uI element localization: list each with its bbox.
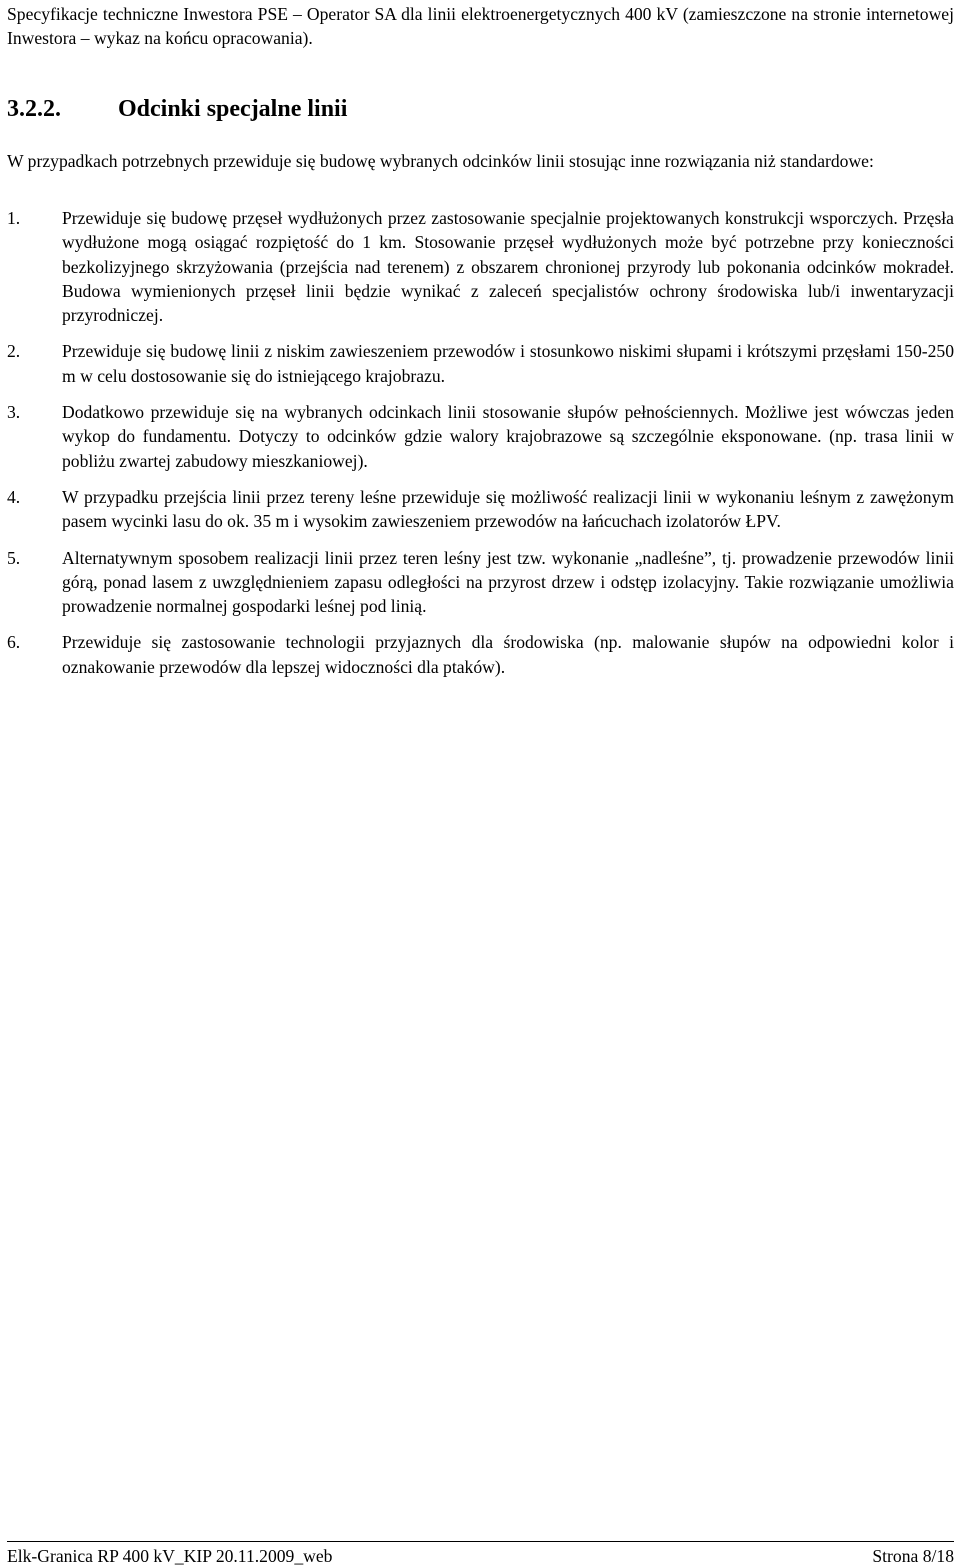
list-item-number: 1.: [7, 208, 21, 228]
footer-document-id: Elk-Granica RP 400 kV_KIP 20.11.2009_web: [7, 1546, 333, 1566]
lead-paragraph: W przypadkach potrzebnych przewiduje się budowę wybranych odcinków linii stosując inne rozwiązania niż standardowe:: [7, 151, 874, 171]
section-heading: [7, 92, 954, 126]
intro-paragraph: Specyfikacje techniczne Inwestora PSE – Operator SA dla linii elektroenergetycznych 400 kV (zamieszczone na stronie internetowej Inwestora – wykaz na końcu opracowania).: [7, 4, 954, 48]
list-item-6: [7, 630, 954, 679]
list-item-3: [7, 400, 954, 473]
list-item-text: Alternatywnym sposobem realizacji linii przez teren leśny jest tzw. wykonanie „nadleśne”, tj. prowadzenie przewodów linii górą, ponad lasem z uwzględnieniem zapasu odległości na przyrost drzew i odstęp izolacyjny. Takie rozwiązanie umożliwia prowadzenie normalnej gospodarki leśnej pod linią.: [62, 547, 954, 617]
list-item-number: 2.: [7, 341, 21, 362]
list-item-4: [7, 485, 954, 534]
document-page: [7, 0, 954, 1567]
footer-page-number: Strona 8/18: [872, 1546, 954, 1566]
section-number: 3.2.2.: [7, 96, 61, 122]
list-item-number: 6.: [7, 632, 21, 653]
list-item-1: [7, 206, 954, 327]
footer-divider: [7, 1541, 954, 1542]
list-item-2: [7, 339, 954, 388]
list-item-number: 5.: [7, 547, 21, 568]
list-item-text: Przewiduje się budowę linii z niskim zawieszeniem przewodów i stosunkowo niskimi słupami i krótszymi przęsłami 150-250 m w celu dostosowanie się do istniejącego krajobrazu.: [62, 341, 954, 386]
list-item-number: 4.: [7, 486, 21, 507]
numbered-list: [7, 206, 954, 691]
section-title: Odcinki specjalne linii: [118, 96, 348, 122]
list-item-number: 3.: [7, 402, 21, 423]
list-item-5: [7, 546, 954, 619]
list-item-text: Przewiduje się budowę przęseł wydłużonych przez zastosowanie specjalnie projektowanych konstrukcji wsporczych. Przęsła wydłużone mogą osiągać rozpiętość do 1 km. Stosowanie przęseł wydłużonych może być potrzebne przy konieczności bezkolizyjnego skrzyżowania (przejścia nad terenem) z obszarem chronionej przyrody lub pokonania odcinków mokradeł. Budowa wymienionych przęseł linii będzie wynikać z zaleceń specjalistów ochrony środowiska lub/i inwentaryzacji przyrodniczej.: [62, 208, 954, 326]
list-item-text: Przewiduje się zastosowanie technologii przyjaznych dla środowiska (np. malowanie słupów na odpowiedni kolor i oznakowanie przewodów dla lepszej widoczności dla ptaków).: [62, 632, 954, 677]
list-item-text: W przypadku przejścia linii przez tereny leśne przewiduje się możliwość realizacji linii w wykonaniu leśnym z zawężonym pasem wycinki lasu do ok. 35 m i wysokim zawieszeniem przewodów na łańcuchach izolatorów ŁPV.: [62, 486, 954, 532]
list-item-text: Dodatkowo przewiduje się na wybranych odcinkach linii stosowanie słupów pełnościennych. Możliwe jest wówczas jeden wykop do fundamentu. Dotyczy to odcinków gdzie walory krajobrazowe są szczególnie eksponowane. (np. trasa linii w pobliżu zwartej zabudowy mieszkaniowej).: [62, 402, 954, 471]
